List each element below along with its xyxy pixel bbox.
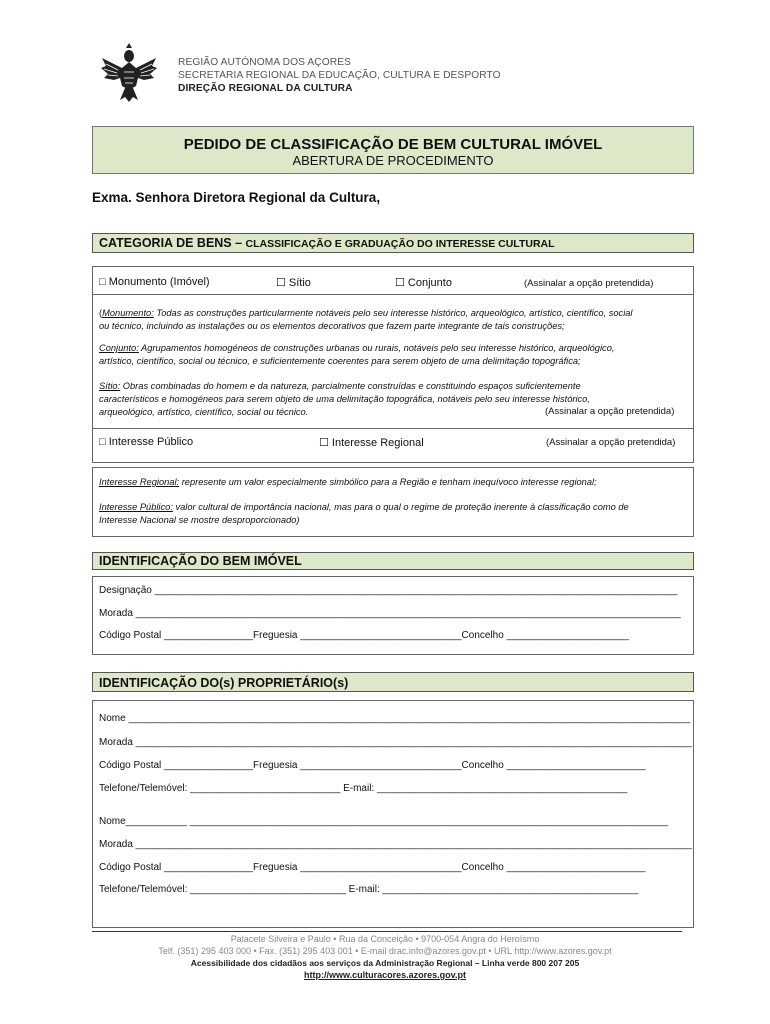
publico-text: valor cultural de importância nacional, mas para o qual o regime de proteção inerente à classificação como de: [172, 502, 629, 512]
codigo-postal-field-1[interactable]: Código Postal ________________Freguesia _____________________________Concelho _________________________: [99, 760, 646, 771]
designacao-field[interactable]: Designação ______________________________________________________________________________________________: [99, 585, 678, 596]
conjunto-text2: artístico, científico, social ou técnico, e suficientemente coerentes para serem objeto de uma delimitação topográfica;: [99, 356, 581, 366]
checkbox-interesse-publico[interactable]: □ Interesse Público: [99, 436, 194, 448]
publico-definition: [99, 501, 689, 527]
section-bem-imovel: IDENTIFICAÇÃO DO BEM IMÓVEL: [92, 552, 694, 570]
conjunto-definition: [99, 342, 689, 368]
footer-contacts: Telf. (351) 295 403 000 • Fax. (351) 295 403 001 • E-mail drac.info@azores.gov.pt • URL http://www.azores.gov.pt: [158, 946, 612, 956]
sitio-text2: característicos e homogéneos para serem objeto de uma delimitação topográfica, notáveis pelo seu interesse histórico,: [99, 394, 590, 404]
regional-text: represente um valor especialmente simbólico para a Região e tenham inequívoco interesse regional;: [179, 477, 597, 487]
checkbox-monumento[interactable]: □ Monumento (Imóvel): [99, 276, 210, 288]
nome-field-1[interactable]: Nome _____________________________________________________________________________________________________: [99, 713, 691, 724]
telefone-email-field-1[interactable]: Telefone/Telemóvel: ___________________________ E-mail: _____________________________________________: [99, 783, 628, 794]
azores-crest-logo: [98, 42, 160, 104]
publico-text2: Interesse Nacional se mostre desproporcionado): [99, 515, 300, 525]
codigo-postal-field[interactable]: Código Postal ________________Freguesia _____________________________Concelho ______________________: [99, 630, 629, 641]
header-direcao: DIREÇÃO REGIONAL DA CULTURA: [178, 83, 353, 94]
footer-address: Palacete Silveira e Paulo • Rua da Conceição • 9700-054 Angra do Heroísmo: [230, 934, 540, 944]
nome-field-2[interactable]: Nome___________ ______________________________________________________________________________________: [99, 816, 668, 827]
categoria-header-main: CATEGORIA DE BENS –: [99, 236, 246, 250]
monumento-term: Monumento:: [102, 308, 154, 318]
monumento-text: Todas as construções particularmente notáveis pelo seu interesse histórico, arqueológico, artístico, científico, social: [153, 308, 633, 318]
checkbox-conjunto[interactable]: ☐ Conjunto: [395, 277, 452, 289]
sitio-note: (Assinalar a opção pretendida): [545, 406, 675, 417]
conjunto-text: Agrupamentos homogéneos de construções urbanas ou rurais, notáveis pelo seu interesse histórico, arqueológico,: [138, 343, 615, 353]
categoria-header-small: CLASSIFICAÇÃO E GRADUAÇÃO DO INTERESSE CULTURAL: [245, 238, 555, 250]
monumento-text2: ou técnico, incluindo as instalações ou os elementos decorativos que fazem parte integrante de tais construções;: [99, 321, 565, 331]
sitio-text3: arqueológico, artístico, científico, social ou técnico.: [99, 407, 309, 417]
section-categoria: [92, 233, 694, 253]
greeting: Exma. Senhora Diretora Regional da Cultura,: [92, 190, 381, 205]
footer-divider: [92, 931, 682, 932]
interest-note: (Assinalar a opção pretendida): [546, 437, 676, 448]
morada-field-1[interactable]: Morada ____________________________________________________________________________________________________: [99, 737, 692, 748]
monumento-definition: (Monumento: Todas as construções particularmente notáveis pelo seu interesse histórico, arqueológico, artístico, científico, social ou técnico, incluindo as instalações ou os elementos decorativos que fazem parte integrante de tais construções;: [99, 308, 633, 331]
footer-url-link[interactable]: http://www.culturacores.azores.gov.pt: [303, 970, 467, 980]
footer-accessibility: Acessibilidade dos cidadãos aos serviços da Administração Regional – Linha verde 800 207 205: [190, 958, 580, 968]
title-box: [92, 126, 694, 174]
form-title: PEDIDO DE CLASSIFICAÇÃO DE BEM CULTURAL IMÓVEL: [183, 136, 603, 153]
publico-term: Interesse Público:: [99, 502, 173, 512]
sitio-text: Obras combinadas do homem e da natureza, parcialmente construídas e constituindo espaços suficientemente: [120, 381, 581, 391]
morada-field[interactable]: Morada __________________________________________________________________________________________________: [99, 608, 681, 619]
morada-field-2[interactable]: Morada ____________________________________________________________________________________________________: [99, 839, 692, 850]
regional-term: Interesse Regional:: [99, 477, 180, 487]
section-proprietarios: IDENTIFICAÇÃO DO(s) PROPRIETÁRIO(s): [92, 672, 694, 692]
checkbox-interesse-regional[interactable]: ☐ Interesse Regional: [319, 437, 424, 449]
form-subtitle: ABERTURA DE PROCEDIMENTO: [292, 153, 494, 168]
header-secretaria: SECRETARIA REGIONAL DA EDUCAÇÃO, CULTURA E DESPORTO: [178, 70, 501, 81]
sitio-term: Sítio:: [99, 381, 121, 391]
header-region: REGIÃO AUTÓNOMA DOS AÇORES: [178, 57, 351, 68]
conjunto-term: Conjunto:: [99, 343, 139, 353]
checkbox-sitio[interactable]: ☐ Sítio: [276, 277, 311, 289]
options-note: (Assinalar a opção pretendida): [524, 278, 654, 289]
regional-definition: [99, 476, 689, 489]
codigo-postal-field-2[interactable]: Código Postal ________________Freguesia _____________________________Concelho _________________________: [99, 862, 646, 873]
telefone-email-field-2[interactable]: Telefone/Telemóvel: ____________________________ E-mail: ______________________________________________: [99, 884, 639, 895]
